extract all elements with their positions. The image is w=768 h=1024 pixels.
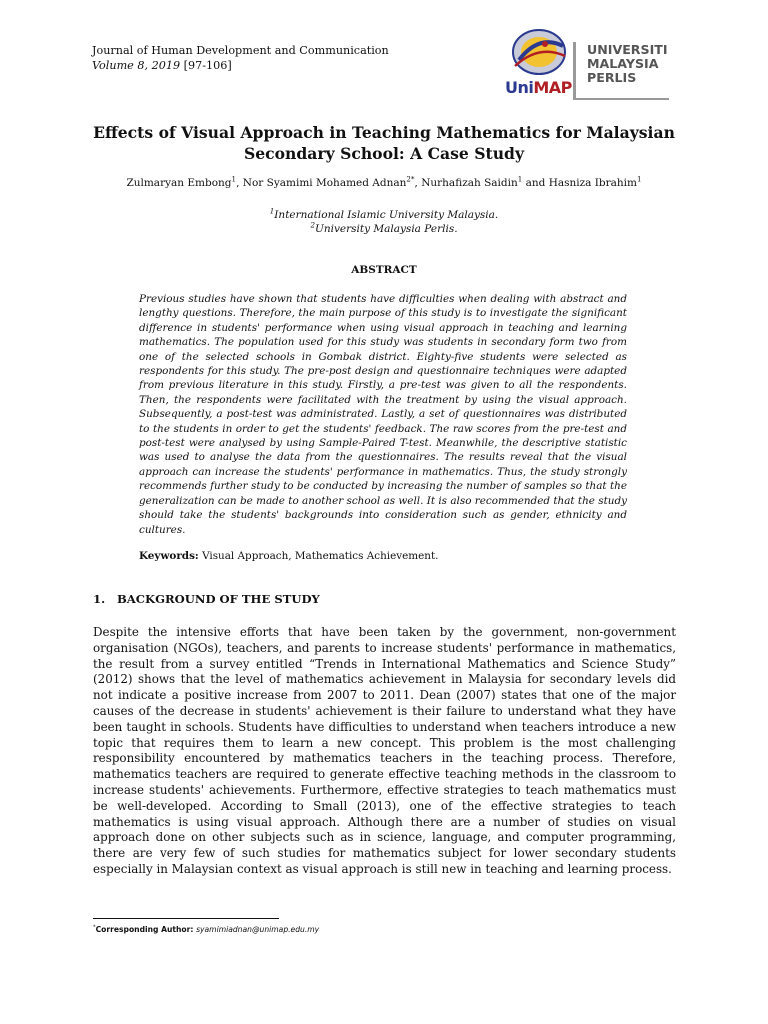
keywords-label: Keywords: <box>139 550 199 562</box>
keywords <box>139 550 438 562</box>
abstract-text: Previous studies have shown that students have difficulties when dealing with abstract and lengthy questions. Therefore, the main purpose of this study is to investigate the significant difference in students' performance when using visual approach in teaching and learning mathematics. The population used for this study was students in secondary form two from one of the selected schools in Gombak district. Eighty-five students were selected as respondents for this study. The pre-post design and questionnaire techniques were adapted from previous literature in this study. Firstly, a pre-test was given to all the respondents. Then, the respondents were facilitated with the treatment by using the visual approach. Subsequently, a post-test was administrated. Lastly, a set of questionnaires was distributed to the students in order to get the students' feedback. The raw scores from the pre-test and post-test were analysed by using Sample-Paired T-test. Meanwhile, the descriptive statistic was used to analyse the data from the questionnaires. The results reveal that the visual approach can increase the students' performance in mathematics. Thus, the study strongly recommends further study to be conducted by increasing the number of samples so that the generalization can be made to another school as well. It is also recommended that the study should take the students' backgrounds into consideration such as gender, ethnicity and cultures. <box>139 293 627 536</box>
author: Nor Syamimi Mohamed Adnan$^{2*}$, <box>242 174 422 189</box>
affiliation: $^1$International Islamic University Malaysia. <box>269 206 499 221</box>
abstract-heading: ABSTRACT <box>351 264 417 276</box>
section-number: 1. <box>93 592 106 606</box>
body-paragraph: Despite the intensive efforts that have been taken by the government, non-government organisation (NGOs), teachers, and parents to increase students' performance in mathematics, the result from a survey entitled “Trends in International Mathematics and Science Study” (2012) shows that the level of mathematics achievement in Malaysia for secondary levels did not indicate a positive increase from 2007 to 2011. Dean (2007) states that one of the major causes of the decrease in students' achievement is their failure to understand what they have been taught in schools. Students have difficulties to understand when teachers introduce a new topic that requires them to learn a new concept. This problem is the most challenging responsibility encountered by mathematics teachers in the teaching process. Therefore, mathematics teachers are required to generate effective teaching methods in the classroom to increase students' achievements. Furthermore, effective strategies to teach mathematics must be well-developed. According to Small (2013), one of the effective strategies to teach mathematics is using visual approach. Although there are a number of studies on visual approach done on other subjects such as in science, language, and computer programming, there are very few of such studies for mathematics subject for lower secondary students especially in Malaysian context as visual approach is still new in teaching and learning process. <box>93 625 676 876</box>
section-heading <box>93 592 320 606</box>
author-list <box>60 174 708 189</box>
author: Zulmaryan Embong$^1$, <box>126 174 243 189</box>
footnote-rule <box>93 918 279 919</box>
journal-header <box>92 44 389 73</box>
section-title: BACKGROUND OF THE STUDY <box>117 592 320 606</box>
keywords-text: Visual Approach, Mathematics Achievement. <box>198 550 439 562</box>
author: Nurhafizah Saidin$^1$ and <box>421 174 549 189</box>
journal-volume-line <box>92 59 389 74</box>
logo-divider <box>573 42 576 100</box>
affiliation: $^2$University Malaysia Perlis. <box>310 220 458 235</box>
university-emblem-icon <box>505 24 571 80</box>
affiliations <box>60 208 708 236</box>
corresponding-email: syamimiadnan@unimap.edu.my <box>196 925 320 934</box>
journal-pages: [97-106] <box>183 58 232 72</box>
footnote: *Corresponding Author: syamimiadnan@unimap.edu.my <box>93 924 320 934</box>
paper-title: Effects of Visual Approach in Teaching Mathematics for Malaysian Secondary School: A Case Study <box>93 123 675 163</box>
logo-underline <box>573 98 669 100</box>
journal-volume: Volume 8, 2019 <box>92 58 181 72</box>
journal-name: Journal of Human Development and Communication <box>92 44 389 57</box>
university-name: UNIVERSITI MALAYSIA PERLIS <box>587 42 668 85</box>
university-logo <box>505 22 675 100</box>
unimap-wordmark: UniMAP <box>505 78 572 97</box>
author: Hasniza Ibrahim$^1$ <box>548 174 642 189</box>
